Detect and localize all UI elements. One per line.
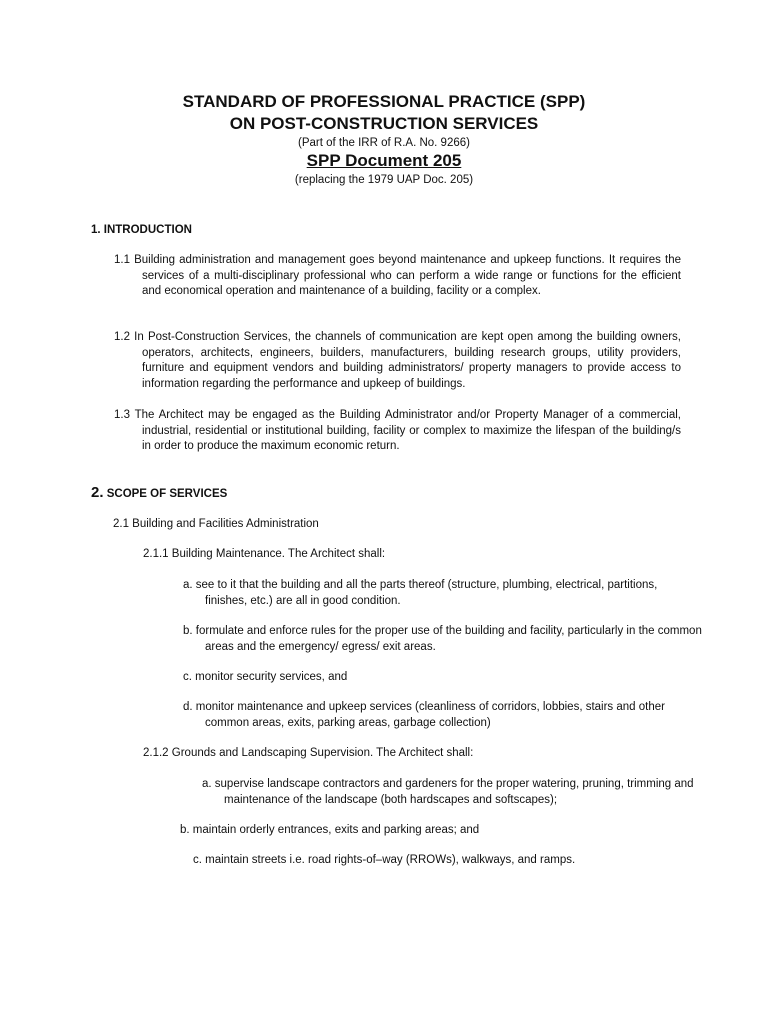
paragraph-1-3: 1.3 The Architect may be engaged as the Building Administrator and/or Property Manager of a commercial, industrial, residential or institutional building, facility or complex to maximize the lifespan of the building/s in order to produce the maximum economic return. bbox=[114, 409, 681, 452]
subsection-2-1-1: 2.1.1 Building Maintenance. The Architect shall: bbox=[143, 548, 386, 560]
document-title-line2: ON POST-CONSTRUCTION SERVICES bbox=[229, 114, 539, 133]
list-item-2-1-1-c: c. monitor security services, and bbox=[183, 671, 348, 683]
section-heading-scope-label: SCOPE OF SERVICES bbox=[106, 488, 228, 500]
document-subtitle: (Part of the IRR of R.A. No. 9266) bbox=[298, 137, 470, 149]
list-item-2-1-2-b: b. maintain orderly entrances, exits and parking areas; and bbox=[180, 824, 480, 836]
subsection-2-1: 2.1 Building and Facilities Administration bbox=[113, 518, 319, 530]
document-title-line1: STANDARD OF PROFESSIONAL PRACTICE (SPP) bbox=[182, 92, 586, 111]
section-number: 2. bbox=[91, 484, 104, 501]
subsection-2-1-2: 2.1.2 Grounds and Landscaping Supervision. The Architect shall: bbox=[143, 747, 474, 759]
paragraph-1-1: 1.1 Building administration and management goes beyond maintenance and upkeep functions. It requires the services of a multi-disciplinary professional who can perform a wide range or functions for the efficient and economical operation and maintenance of a building, facility or a complex. bbox=[114, 254, 681, 297]
section-heading-scope bbox=[91, 486, 227, 501]
list-item-2-1-1-b: b. formulate and enforce rules for the proper use of the building and facility, particularly in the common areas and the emergency/ egress/ exit areas. bbox=[183, 625, 702, 653]
list-item-2-1-2-c: c. maintain streets i.e. road rights-of–way (RROWs), walkways, and ramps. bbox=[193, 854, 576, 866]
list-item-2-1-2-a: a. supervise landscape contractors and gardeners for the proper watering, pruning, trimming and maintenance of the landscape (both hardscapes and softscapes); bbox=[202, 778, 694, 806]
list-item-2-1-1-a: a. see to it that the building and all the parts thereof (structure, plumbing, electrical, partitions, finishes, etc.) are all in good condition. bbox=[183, 579, 658, 607]
list-item-2-1-1-d: d. monitor maintenance and upkeep services (cleanliness of corridors, lobbies, stairs and other common areas, exits, parking areas, garbage collection) bbox=[183, 701, 665, 729]
document-number: SPP Document 205 bbox=[306, 151, 462, 170]
section-heading-introduction: 1. INTRODUCTION bbox=[91, 224, 192, 236]
paragraph-1-2: 1.2 In Post-Construction Services, the channels of communication are kept open among the building owners, operators, architects, engineers, builders, manufacturers, building research groups, utility providers, furniture and equipment vendors and building administrators/ property managers to provide access to information regarding the performance and upkeep of buildings. bbox=[114, 331, 681, 390]
document-replacing-note: (replacing the 1979 UAP Doc. 205) bbox=[294, 174, 474, 186]
